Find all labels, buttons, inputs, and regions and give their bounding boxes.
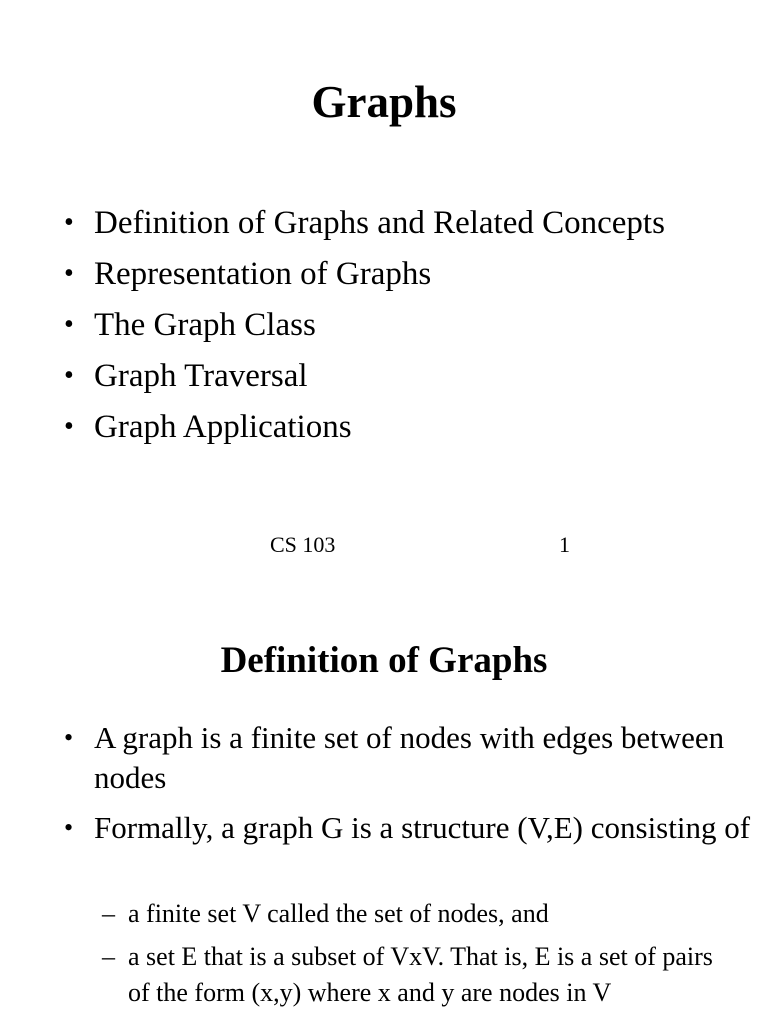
list-item bbox=[0, 896, 768, 932]
list-item bbox=[0, 406, 768, 448]
bullet-text: A graph is a finite set of nodes with edges between nodes bbox=[94, 720, 725, 795]
bullet-text: The Graph Class bbox=[94, 307, 316, 343]
dash-icon: – bbox=[102, 899, 115, 928]
sub-bullet-list bbox=[0, 896, 768, 1018]
bullet-text: Definition of Graphs and Related Concepts bbox=[94, 205, 665, 241]
bullet-text: Representation of Graphs bbox=[94, 256, 432, 292]
page-number: 1 bbox=[559, 532, 570, 557]
list-item bbox=[0, 808, 768, 848]
bullet-icon: • bbox=[64, 207, 74, 238]
bullet-icon: • bbox=[64, 309, 74, 340]
bullet-list bbox=[0, 202, 768, 457]
bullet-list bbox=[0, 718, 768, 858]
list-item bbox=[0, 355, 768, 397]
list-item bbox=[0, 718, 768, 798]
bullet-icon: • bbox=[64, 360, 74, 391]
footer-course: CS 103 bbox=[270, 532, 336, 557]
dash-icon: – bbox=[102, 942, 115, 971]
slide-title: Definition of Graphs bbox=[220, 640, 548, 681]
bullet-icon: • bbox=[64, 723, 74, 752]
bullet-text: Graph Traversal bbox=[94, 358, 308, 394]
slide-2 bbox=[0, 600, 768, 1024]
bullet-icon: • bbox=[64, 258, 74, 289]
list-item bbox=[0, 304, 768, 346]
sub-bullet-text: a set E that is a subset of VxV. That is, E is a set of pairs of the form (x,y) where x and y are nodes in V bbox=[128, 942, 713, 1007]
bullet-icon: • bbox=[64, 813, 74, 842]
sub-bullet-text: a finite set V called the set of nodes, and bbox=[128, 899, 549, 928]
bullet-icon: • bbox=[64, 411, 74, 442]
list-item bbox=[0, 939, 768, 1011]
list-item bbox=[0, 253, 768, 295]
bullet-text: Formally, a graph G is a structure (V,E) consisting of bbox=[94, 810, 751, 845]
list-item bbox=[0, 202, 768, 244]
bullet-text: Graph Applications bbox=[94, 409, 352, 445]
slide-title: Graphs bbox=[311, 77, 457, 127]
